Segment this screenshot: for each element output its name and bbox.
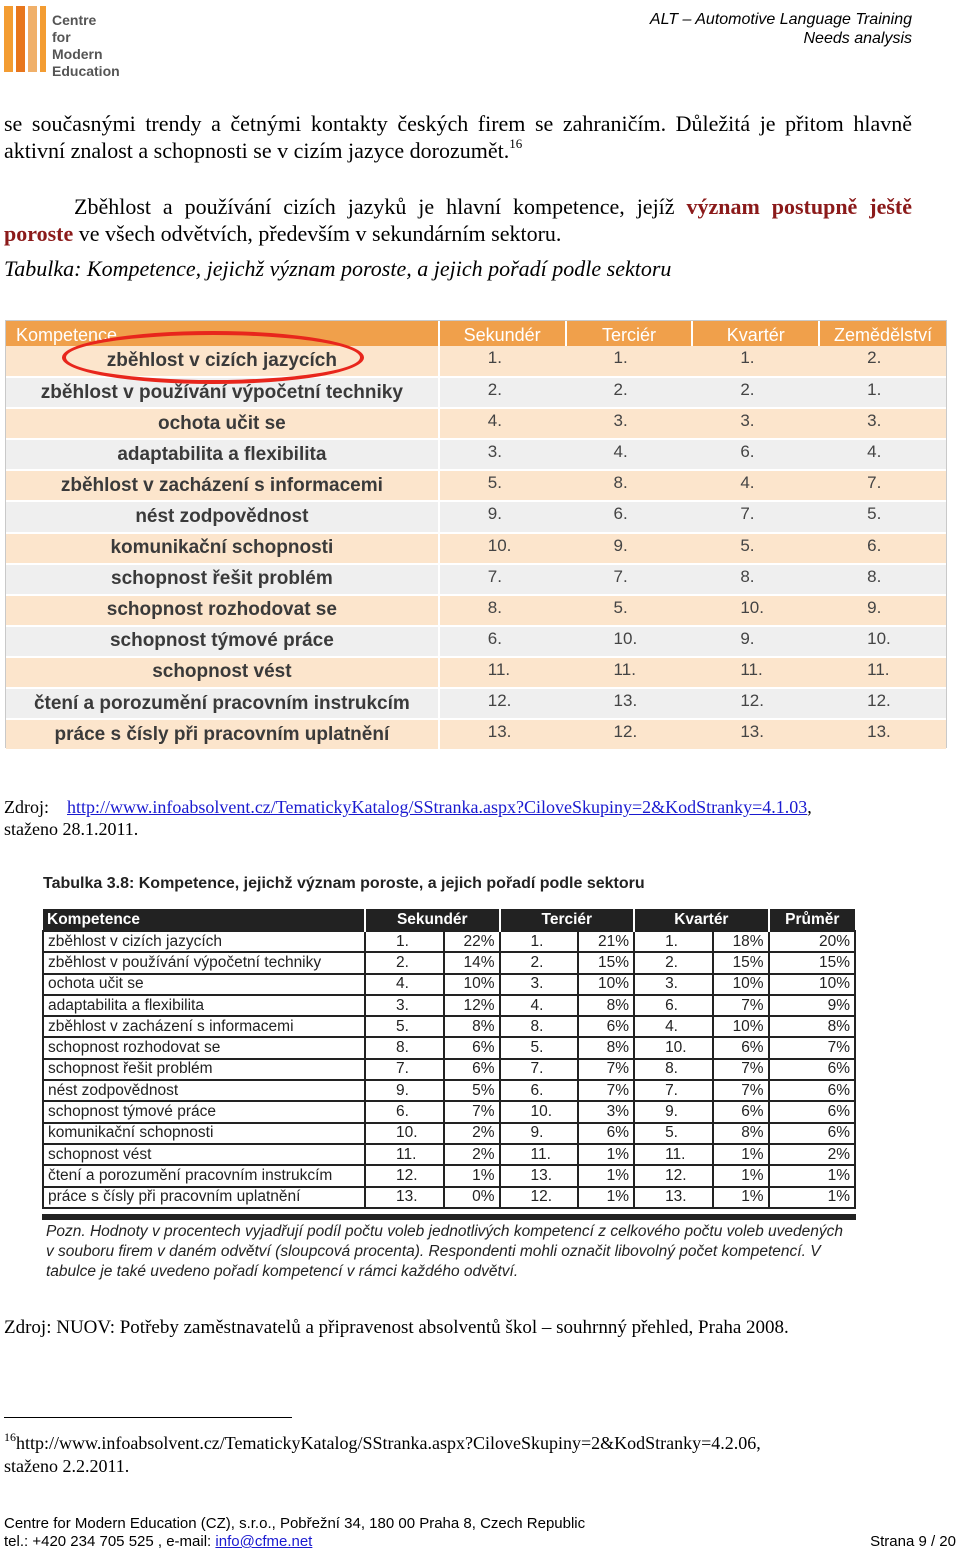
table1-row [6,439,946,470]
competence-name: zběhlost v zacházení s informacemi [6,470,439,501]
percent-cell: 1% [769,1187,855,1208]
rank-cell: 2. [439,377,566,408]
col-header: Kompetence [6,321,439,346]
rank-cell: 12. [692,688,819,719]
logo-line: Centre [52,12,97,28]
cfme-logo [4,4,124,79]
rank-cell: 10. [500,1101,579,1122]
table1-row [6,501,946,532]
rank-cell: 12. [439,688,566,719]
percent-cell: 3% [578,1101,634,1122]
competence-name: komunikační schopnosti [43,1123,365,1144]
rank-cell: 7. [634,1080,713,1101]
competence-name: nést zodpovědnost [43,1080,365,1101]
competence-name: schopnost vést [43,1144,365,1165]
rank-cell: 11. [439,657,566,688]
percent-cell: 10% [713,974,769,995]
rank-cell: 10. [692,595,819,626]
table2-row [43,1059,855,1080]
col-header: Sekundér [365,909,500,931]
rank-cell: 12. [500,1187,579,1208]
table1-row [6,657,946,688]
rank-cell: 12. [634,1165,713,1186]
source1 [4,796,812,840]
rank-cell: 4. [365,974,444,995]
competence-name: zběhlost v používání výpočetní techniky [43,952,365,973]
rank-cell: 5. [692,533,819,564]
footer-phone: tel.: +420 234 705 525 , e-mail: [4,1533,216,1550]
logo-bar [16,6,25,72]
rank-cell: 13. [692,719,819,750]
competence-name: adaptabilita a flexibilita [6,439,439,470]
percent-cell: 6% [713,1037,769,1058]
percent-cell: 1% [769,1165,855,1186]
percent-cell: 6% [578,1016,634,1037]
percent-cell: 6% [769,1123,855,1144]
table2-row [43,1165,855,1186]
competence-name: ochota učit se [6,408,439,439]
rank-cell: 11. [692,657,819,688]
table2-row [43,1187,855,1208]
rank-cell: 10. [566,626,693,657]
rank-cell: 3. [634,974,713,995]
percent-cell: 15% [578,952,634,973]
rank-cell: 2. [566,377,693,408]
rank-cell: 3. [819,408,946,439]
rank-cell: 5. [566,595,693,626]
rank-cell: 2. [365,952,444,973]
rank-cell: 10. [365,1123,444,1144]
percent-cell: 0% [444,1187,500,1208]
competence-name: schopnost týmové práce [43,1101,365,1122]
rank-cell: 7. [692,501,819,532]
source-comma: , [807,797,812,817]
table1-row [6,533,946,564]
rank-cell: 9. [692,626,819,657]
percent-cell: 9% [769,995,855,1016]
rank-cell: 5. [439,470,566,501]
rank-cell: 4. [500,995,579,1016]
logo-line: for Modern [52,29,103,62]
percent-cell: 7% [713,995,769,1016]
rank-cell: 3. [365,995,444,1016]
competence-name: schopnost rozhodovat se [6,595,439,626]
competence-name: schopnost rozhodovat se [43,1037,365,1058]
percent-cell: 1% [578,1165,634,1186]
table2-row [43,1144,855,1165]
rank-cell: 12. [566,719,693,750]
rank-cell: 9. [634,1101,713,1122]
table2-note: Pozn. Hodnoty v procentech vyjadřují podíl počtu voleb jednotlivých kompetencí z celkového počtu voleb uvedených v souboru firem v daném odvětví (sloupcová procenta). Respondenti mohli označit libovolný počet kompetencí. V tabulce je také uvedeno pořadí kompetencí v rámci každého odvětví. [42,1214,856,1280]
percent-cell: 2% [769,1144,855,1165]
percent-cell: 6% [713,1101,769,1122]
rank-cell: 6. [692,439,819,470]
rank-cell: 1. [819,377,946,408]
document-header [650,10,912,48]
rank-cell: 1. [634,931,713,952]
percent-cell: 10% [578,974,634,995]
footnote-divider [4,1417,292,1418]
percent-cell: 1% [578,1187,634,1208]
rank-cell: 11. [819,657,946,688]
percent-cell: 8% [578,995,634,1016]
rank-cell: 9. [566,533,693,564]
competence-name: zběhlost v cizích jazycích [6,346,439,377]
col-header: Kvartér [692,321,819,346]
rank-cell: 4. [819,439,946,470]
percent-cell: 10% [769,974,855,995]
table2-row [43,1016,855,1037]
percent-cell: 15% [769,952,855,973]
competence-paragraph [4,193,912,247]
rank-cell: 1. [692,346,819,377]
table2-row [43,1123,855,1144]
percent-cell: 22% [444,931,500,952]
rank-cell: 13. [500,1165,579,1186]
competence-name: schopnost týmové práce [6,626,439,657]
rank-cell: 12. [819,688,946,719]
table2-row [43,952,855,973]
footnote [4,1432,761,1478]
percent-cell: 2% [444,1123,500,1144]
para2-highlight: význam postupně ještě poroste [4,194,912,246]
rank-cell: 8. [634,1059,713,1080]
header-subtitle: Needs analysis [803,30,912,47]
rank-cell: 9. [365,1080,444,1101]
percent-cell: 6% [578,1123,634,1144]
table2-row [43,995,855,1016]
rank-cell: 2. [500,952,579,973]
intro-paragraph [4,110,912,164]
percent-cell: 1% [713,1165,769,1186]
intro-text: se současnými trendy a četnými kontakty českých firem se zahraničím. Důležitá je přitom hlavně aktivní znalost a schopnosti se v cizím jazyce dorozumět. [4,111,912,163]
rank-cell: 7. [819,470,946,501]
para2-before: Zběhlost a používání cizích jazyků je hlavní kompetence, jejíž [74,194,687,219]
rank-cell: 5. [365,1016,444,1037]
percent-cell: 7% [769,1037,855,1058]
percent-cell: 5% [444,1080,500,1101]
rank-cell: 12. [365,1165,444,1186]
page-footer [4,1515,958,1551]
footnote-date: staženo 2.2.2011. [4,1456,130,1476]
percent-cell: 8% [769,1016,855,1037]
table1-row [6,377,946,408]
percent-cell: 8% [578,1037,634,1058]
rank-cell: 8. [692,564,819,595]
rank-cell: 9. [500,1123,579,1144]
rank-cell: 6. [500,1080,579,1101]
rank-cell: 8. [819,564,946,595]
percent-cell: 6% [769,1101,855,1122]
rank-cell: 13. [634,1187,713,1208]
percent-cell: 10% [444,974,500,995]
rank-cell: 8. [365,1037,444,1058]
percent-cell: 12% [444,995,500,1016]
competence-name: adaptabilita a flexibilita [43,995,365,1016]
rank-cell: 7. [566,564,693,595]
rank-cell: 11. [500,1144,579,1165]
rank-cell: 6. [819,533,946,564]
percent-cell: 6% [769,1059,855,1080]
rank-cell: 5. [634,1123,713,1144]
rank-cell: 8. [439,595,566,626]
percent-cell: 21% [578,931,634,952]
rank-cell: 9. [819,595,946,626]
rank-cell: 4. [566,439,693,470]
percent-cell: 15% [713,952,769,973]
table1-row [6,595,946,626]
table1-row [6,408,946,439]
rank-cell: 2. [819,346,946,377]
col-header: Kvartér [634,909,769,931]
percent-cell: 6% [444,1037,500,1058]
percent-cell: 18% [713,931,769,952]
percent-cell: 7% [578,1059,634,1080]
col-header: Kompetence [43,909,365,931]
footnote-text: http://www.infoabsolvent.cz/TematickyKatalog/SStranka.aspx?CiloveSkupiny=2&KodStranky=4.2.06, [16,1433,761,1453]
rank-cell: 7. [365,1059,444,1080]
rank-cell: 5. [819,501,946,532]
header-title: ALT – Automotive Language Training [649,11,912,28]
percent-cell: 1% [444,1165,500,1186]
competence-name: schopnost vést [6,657,439,688]
rank-cell: 6. [439,626,566,657]
rank-cell: 3. [439,439,566,470]
competence-name: práce s čísly při pracovním uplatnění [6,719,439,750]
rank-cell: 6. [634,995,713,1016]
rank-cell: 5. [500,1037,579,1058]
competence-name: zběhlost v cizích jazycích [43,931,365,952]
rank-cell: 1. [365,931,444,952]
percent-cell: 10% [713,1016,769,1037]
rank-cell: 13. [819,719,946,750]
competence-name: čtení a porozumění pracovním instrukcím [6,688,439,719]
competence-percent-table [42,909,856,1209]
competence-name: nést zodpovědnost [6,501,439,532]
table2-header-row [43,909,855,931]
percent-cell: 1% [713,1187,769,1208]
competence-name: schopnost řešit problém [43,1059,365,1080]
rank-cell: 8. [500,1016,579,1037]
competence-name: zběhlost v zacházení s informacemi [43,1016,365,1037]
footer-address: Centre for Modern Education (CZ), s.r.o., Pobřežní 34, 180 00 Praha 8, Czech Republic [4,1515,586,1532]
rank-cell: 7. [500,1059,579,1080]
percent-cell: 20% [769,931,855,952]
table1-row [6,564,946,595]
rank-cell: 4. [692,470,819,501]
competence-name: čtení a porozumění pracovním instrukcím [43,1165,365,1186]
percent-cell: 1% [578,1144,634,1165]
col-header: Terciér [566,321,693,346]
percent-cell: 7% [578,1080,634,1101]
competence-name: komunikační schopnosti [6,533,439,564]
rank-cell: 10. [819,626,946,657]
table1-row [6,688,946,719]
percent-cell: 2% [444,1144,500,1165]
rank-cell: 7. [439,564,566,595]
logo-bars [4,6,48,72]
rank-cell: 9. [439,501,566,532]
col-header: Terciér [500,909,635,931]
percent-cell: 6% [444,1059,500,1080]
rank-cell: 11. [634,1144,713,1165]
footer-email-link[interactable]: info@cfme.net [215,1533,313,1550]
rank-cell: 10. [634,1037,713,1058]
table1-caption: Tabulka: Kompetence, jejichž význam poroste, a jejich pořadí podle sektoru [4,256,672,281]
rank-cell: 3. [500,974,579,995]
rank-cell: 13. [365,1187,444,1208]
logo-line: Education [52,63,120,79]
competence-sector-table [6,321,946,751]
rank-cell: 11. [365,1144,444,1165]
col-header: Zemědělství [819,321,946,346]
footnote-ref[interactable]: 16 [509,136,523,151]
rank-cell: 1. [500,931,579,952]
logo-bar [4,6,13,72]
percent-cell: 6% [769,1080,855,1101]
highlight-oval [62,331,364,384]
para2-after: ve všech odvětvích, především v sekundárním sektoru. [73,221,562,246]
col-header: Sekundér [439,321,566,346]
rank-cell: 1. [566,346,693,377]
table1-row [6,719,946,750]
rank-cell: 10. [439,533,566,564]
rank-cell: 6. [566,501,693,532]
rank-cell: 1. [439,346,566,377]
competence-name: zběhlost v používání výpočetní techniky [6,377,439,408]
percent-cell: 14% [444,952,500,973]
rank-cell: 4. [439,408,566,439]
table2-row [43,1101,855,1122]
percent-cell: 1% [713,1144,769,1165]
col-header: Průměr [769,909,855,931]
rank-cell: 3. [566,408,693,439]
table1-row [6,470,946,501]
rank-cell: 8. [566,470,693,501]
table2-title: Tabulka 3.8: Kompetence, jejichž význam poroste, a jejich pořadí podle sektoru [43,875,645,892]
table1-row [6,626,946,657]
percent-cell: 7% [713,1059,769,1080]
percent-cell: 7% [713,1080,769,1101]
source-date: staženo 28.1.2011. [4,819,139,839]
rank-cell: 2. [692,377,819,408]
rank-cell: 13. [439,719,566,750]
logo-bar [40,6,46,72]
rank-cell: 6. [365,1101,444,1122]
percent-cell: 8% [444,1016,500,1037]
percent-cell: 7% [444,1101,500,1122]
rank-cell: 13. [566,688,693,719]
table2-row [43,1037,855,1058]
competence-name: práce s čísly při pracovním uplatnění [43,1187,365,1208]
source-label: Zdroj: [4,797,49,817]
footnote-number: 16 [4,1430,16,1444]
table2-row [43,1080,855,1101]
rank-cell: 4. [634,1016,713,1037]
source2: Zdroj: NUOV: Potřeby zaměstnavatelů a připravenost absolventů škol – souhrnný přehled, Praha 2008. [4,1317,789,1338]
rank-cell: 2. [634,952,713,973]
rank-cell: 11. [566,657,693,688]
percent-cell: 8% [713,1123,769,1144]
logo-bar [28,6,37,72]
competence-name: ochota učit se [43,974,365,995]
page-number: Strana 9 / 20 [870,1533,956,1550]
table2-row [43,974,855,995]
competence-name: schopnost řešit problém [6,564,439,595]
logo-text [52,12,124,80]
rank-cell: 3. [692,408,819,439]
source-link[interactable]: http://www.infoabsolvent.cz/TematickyKatalog/SStranka.aspx?CiloveSkupiny=2&KodStranky=4.1.03 [67,797,808,817]
table2-row [43,931,855,952]
